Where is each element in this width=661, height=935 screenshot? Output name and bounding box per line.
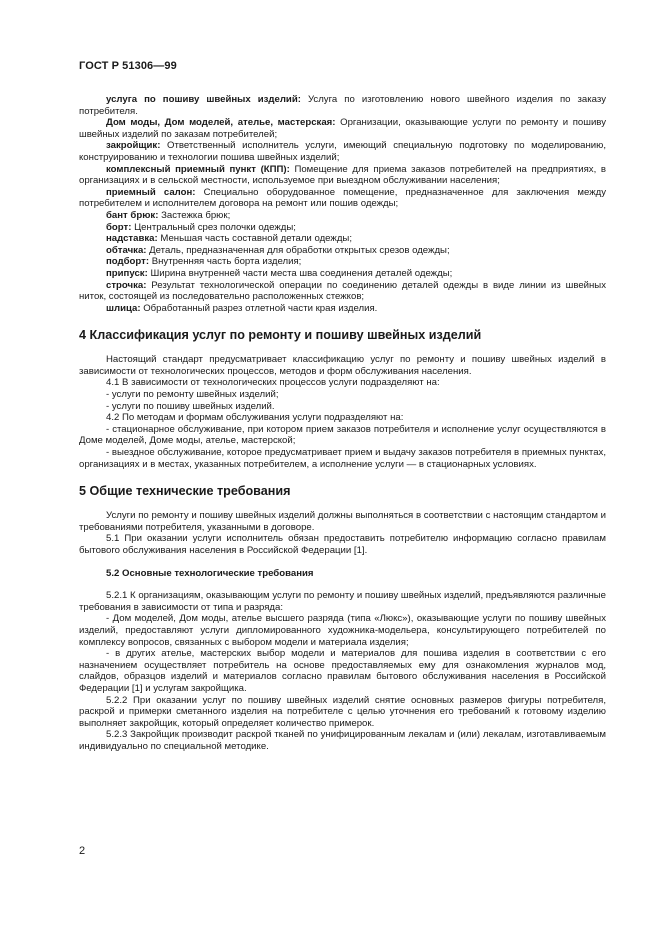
list-item: - стационарное обслуживание, при котором прием заказов потребителя и исполнение услуг осуществляются в Доме моделей, Доме моды, ателье, мастерской; — [79, 423, 606, 447]
paragraph: 5.2.2 При оказании услуг по пошиву швейных изделий снятие основных размеров фигуры потребителя, раскрой и примерки сметанного изделия на потребителе с целью уточнения его требований к готовому изделию выполняет закройщик, который определяет количество примерок. — [79, 694, 606, 729]
definition-term: Дом моды, Дом моделей, ателье, мастерская: — [106, 117, 336, 129]
definition-term: обтачка: — [106, 244, 147, 256]
definition-item — [79, 222, 606, 234]
definition-term: строчка: — [106, 279, 147, 291]
definition-item — [79, 164, 606, 187]
definition-text: Центральный срез полочки одежды; — [131, 221, 296, 233]
definition-item — [79, 210, 606, 222]
definition-text: Застежка брюк; — [158, 209, 231, 221]
definition-term: комплексный приемный пункт (КПП): — [106, 163, 290, 175]
page-number: 2 — [79, 845, 86, 857]
definition-text: Меньшая часть составной детали одежды; — [157, 233, 352, 245]
definition-item — [79, 140, 606, 163]
definitions-list — [79, 94, 606, 314]
definition-text: Ширина внутренней части места шва соединения деталей одежды; — [147, 267, 453, 279]
definition-term: припуск: — [106, 267, 148, 279]
section-5-body — [79, 510, 606, 556]
definition-term: борт: — [106, 221, 132, 233]
definition-item — [79, 256, 606, 268]
definition-text: Деталь, предназначенная для обработки открытых срезов одежды; — [146, 244, 450, 256]
definition-text: Специально оборудованное помещение, предназначенное для заключения между потребителем и исполнителем договора на ремонт или пошив одежды; — [79, 186, 607, 210]
definition-term: шлица: — [106, 302, 141, 314]
definition-term: приемный салон: — [106, 186, 196, 198]
definition-item — [79, 94, 606, 117]
paragraph: Услуги по ремонту и пошиву швейных изделий должны выполняться в соответствии с настоящим стандартом и требованиями потребителя, указанными в договоре. — [79, 510, 606, 533]
definition-text: Внутренняя часть борта изделия; — [149, 256, 302, 268]
definition-text: Организации, оказывающие услуги по ремонту и пошиву швейных изделий по заказам потребителей; — [79, 117, 606, 140]
definition-item — [79, 303, 606, 315]
list-item: - услуги по ремонту швейных изделий; — [106, 389, 279, 401]
definition-text: Обработанный разрез отлетной части края изделия. — [140, 302, 378, 314]
definition-text: Помещение для приема заказов потребителей на предприятиях, в организациях и в сельской местности, используемое при выездном обслуживании населения; — [79, 163, 606, 187]
definition-item — [79, 233, 606, 245]
definition-text: Ответственный исполнитель услуги, имеющий специальную подготовку по моделированию, конструированию и технологии пошива швейных изделий; — [79, 140, 606, 163]
definition-item — [79, 117, 606, 140]
section-4-body — [79, 354, 606, 470]
definition-item — [79, 280, 606, 303]
list-item: - Дом моделей, Дом моды, ателье высшего разряда (типа «Люкс»), оказывающие услуги по пошиву швейных изделий, предоставляют услуги дипломированного художника-модельера, консультирующего потребителей по комплексу вопросов, связанных с выбором модели и материала изделия; — [79, 613, 606, 648]
list-item: - в других ателье, мастерских выбор модели и материалов для пошива изделия в соответствии с его назначением осуществляет потребитель на основе предоставляемых ему для ознакомления журналов мод, слайдов, образцов изделий и материалов согласно правилам бытового обслуживания населения в Российской Федерации [1] и услугам закройщика. — [79, 648, 606, 694]
definition-term: бант брюк: — [106, 209, 159, 221]
definition-text: Услуга по изготовлению нового швейного изделия по заказу потребителя. — [79, 94, 606, 117]
paragraph: 5.1 При оказании услуги исполнитель обязан предоставить потребителю информацию согласно правилам бытового обслуживания населения в Российской Федерации [1]. — [79, 533, 606, 556]
document-body — [79, 94, 606, 753]
list-item: - услуги по пошиву швейных изделий. — [106, 400, 275, 412]
definition-term: надставка: — [106, 233, 158, 245]
definition-item — [79, 245, 606, 257]
definition-item — [79, 268, 606, 280]
paragraph: 4.1 В зависимости от технологических процессов услуги подразделяют на: — [106, 377, 440, 389]
definition-term: закройщик: — [106, 140, 161, 152]
definition-term: услуга по пошиву швейных изделий: — [106, 94, 301, 105]
paragraph: 4.2 По методам и формам обслуживания услуги подразделяют на: — [106, 412, 404, 424]
paragraph: 5.2.3 Закройщик производит раскрой тканей по унифицированным лекалам и (или) лекалам, изготавливаемым индивидуально по специальной методике. — [79, 729, 606, 752]
definition-term: подборт: — [106, 256, 150, 268]
section-4-title: 4 Классификация услуг по ремонту и пошиву швейных изделий — [79, 328, 482, 343]
paragraph: Настоящий стандарт предусматривает классификацию услуг по ремонту и пошиву швейных изделий в зависимости от технологических процессов, методов и форм обслуживания населения. — [79, 354, 606, 377]
definition-text: Результат технологической операции по соединению деталей одежды в виде линии из швейных ниток, состоящей из последовательно расположенных стежков; — [79, 279, 606, 303]
standard-code-header: ГОСТ Р 51306—99 — [79, 60, 177, 72]
list-item: - выездное обслуживание, которое предусматривает прием и выдачу заказов потребителя в приемных пунктах, организациях и в местах, указанных потребителем, а исполнение услуги — в стационарных условиях. — [79, 447, 606, 470]
paragraph: 5.2.1 К организациям, оказывающим услуги по ремонту и пошиву швейных изделий, предъявляются различные требования в зависимости от типа и разряда: — [79, 590, 606, 613]
subsection-5-2-body — [79, 590, 606, 752]
section-5-title: 5 Общие технические требования — [79, 484, 291, 499]
subsection-5-2-title: 5.2 Основные технологические требования — [106, 567, 314, 579]
definition-item — [79, 187, 606, 210]
